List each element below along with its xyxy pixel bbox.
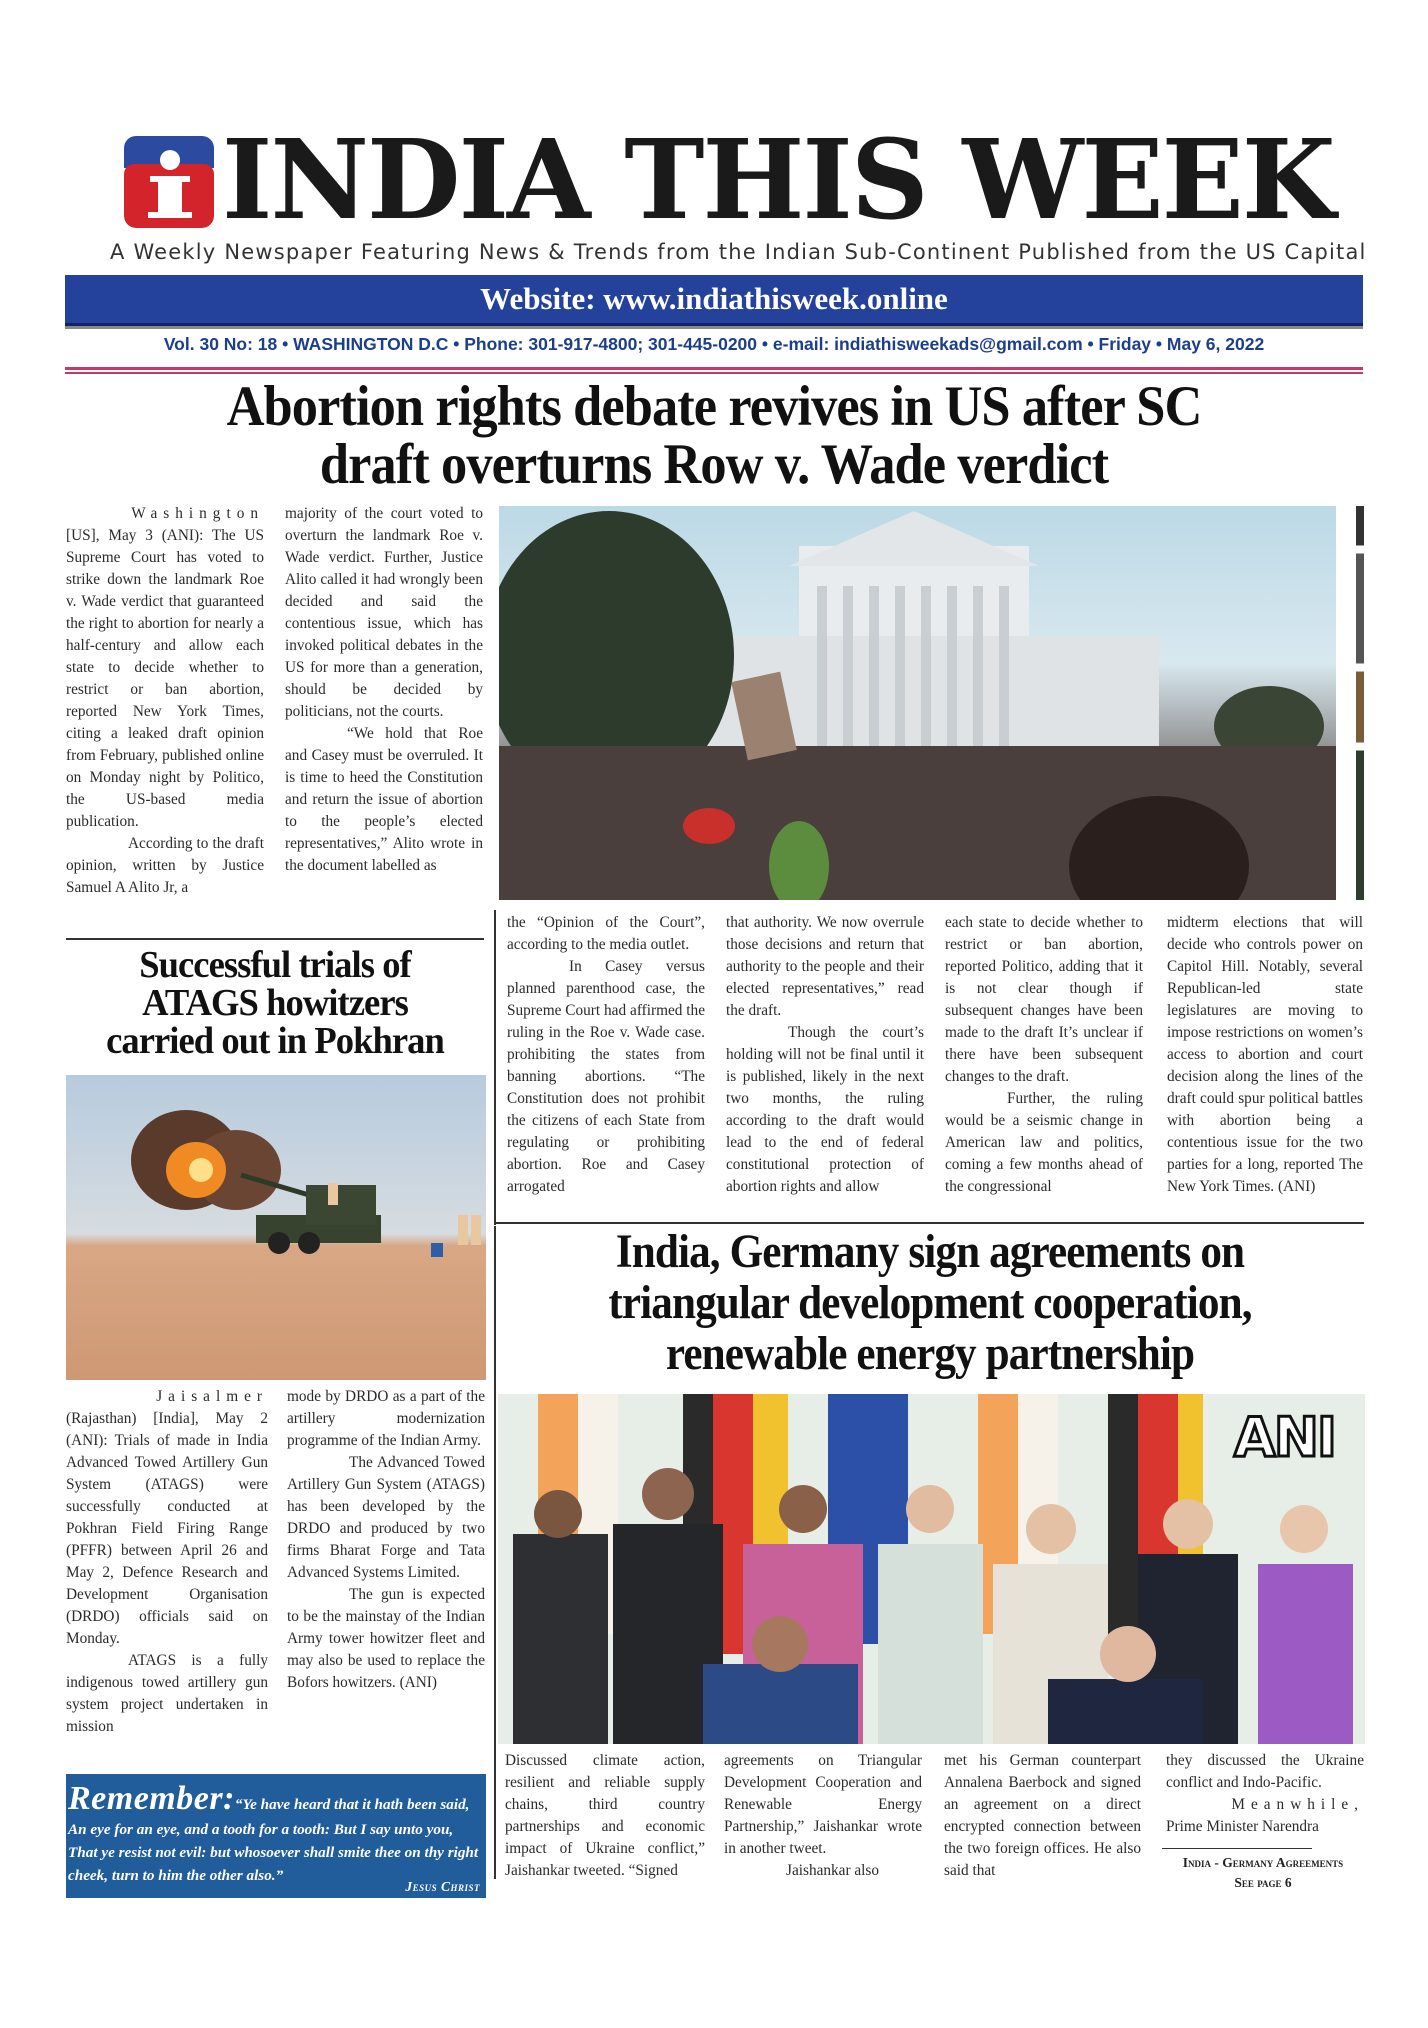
howitzer-firing-photo (66, 1075, 486, 1380)
article-column (505, 1750, 705, 1882)
ani-watermark: ANI (1233, 1406, 1335, 1469)
paragraph: agreements on Triangular Development Cooperation and Renewable Energy Partnership,” Jaishankar wrote in another tweet. (724, 1752, 922, 1857)
paragraph: Meanwhile, (1231, 1796, 1364, 1813)
paragraph: The gun is expected to be the mainstay of the Indian Army tower howitzer fleet and may also be used to replace the Bofors howitzers. (ANI) (287, 1586, 485, 1691)
article-column (944, 1750, 1141, 1882)
paragraph: Jaishankar also (786, 1862, 880, 1879)
headline-line: renewable energy partnership (665, 1327, 1195, 1380)
headline-line: carried out in Pokhran (106, 1020, 444, 1062)
headline-line: India, Germany sign agreements on (615, 1225, 1245, 1278)
paragraph: [US], May 3 (ANI): The US Supreme Court has voted to strike down the landmark Roe v. Wade verdict that guaranteed the right to abortion for nearly a half-century and allow each state to decide whether to restrict or ban abortion, reported New York Times, citing a leaked draft opinion from February, published online on Monday night by Politico, the US-based media publication. (66, 527, 264, 830)
paragraph: According to the draft opinion, written by Justice Samuel A Alito Jr, a (66, 835, 264, 896)
dateline: Washington (131, 505, 264, 522)
continued-jump-title[interactable]: India - Germany Agreements (1182, 1855, 1344, 1870)
india-germany-signing-photo (498, 1394, 1365, 1744)
paragraph: the “Opinion of the Court”, according to the media outlet. (507, 914, 705, 953)
article-column (724, 1750, 922, 1882)
paragraph: Prime Minister Narendra (1166, 1818, 1319, 1835)
remember-quote-box (66, 1774, 486, 1898)
article-column (1166, 1750, 1364, 1838)
headline-line: Successful trials of (139, 944, 411, 986)
paragraph: midterm elections that will decide who controls power on Capitol Hill. Notably, several Republican-led state legislatures are moving to impose restrictions on women’s access to abortion and court decision along the lines of the draft could spur political battles with abortion being a contentious issue for the two parties for a long, reported The New York Times. (ANI) (1167, 914, 1363, 1195)
paragraph: each state to decide whether to restrict or ban abortion, reported Politico, adding that it is not clear though if subsequent changes have been made to the draft It’s unclear if there have been subsequent changes to the draft. (945, 914, 1143, 1085)
supreme-court-protest-photo (499, 506, 1336, 900)
section-divider (494, 1222, 1364, 1224)
paragraph: met his German counterpart Annalena Baerbock and signed an agreement on a direct encrypted connection between the two foreign offices. He also said that (944, 1752, 1141, 1879)
dateline: Jaisalmer (156, 1388, 268, 1405)
quote-author: Jesus Christ (405, 1879, 480, 1894)
paragraph: they discussed the Ukraine conflict and Indo-Pacific. (1166, 1752, 1364, 1791)
masthead-tagline: A Weekly Newspaper Featuring News & Trends from the Indian Sub-Continent Published from the US Capital (110, 240, 1367, 264)
paragraph: Though the court’s holding will not be final until it is published, likely in the next two months, the ruling according to the draft would lead to the end of federal constitutional protection of abortion rights and allow (726, 1024, 924, 1195)
headline-line: triangular development cooperation, (608, 1276, 1252, 1329)
paragraph: Further, the ruling would be a seismic change in American law and politics, coming a few months ahead of the congressional (945, 1090, 1143, 1195)
germany-headline (540, 1226, 1319, 1379)
newspaper-logo-icon (124, 136, 214, 228)
issue-info-line: Vol. 30 No: 18 • WASHINGTON D.C • Phone: 301-917-4800; 301-445-0200 • e-mail: indiathisweekads@gmail.com • Friday • May 6, 2022 (163, 334, 1265, 354)
article-column (66, 503, 264, 899)
masthead-divider (65, 367, 1363, 370)
article-column (507, 912, 705, 1198)
headline-line: ATAGS howitzers (142, 982, 408, 1024)
remember-label: Remember: (68, 1780, 235, 1817)
main-headline (117, 375, 1311, 496)
continued-page-link[interactable]: See page 6 (1234, 1875, 1292, 1890)
article-column (285, 503, 483, 877)
article-column (726, 912, 924, 1198)
article-column (287, 1386, 485, 1694)
paragraph: (Rajasthan) [India], May 2 (ANI): Trials of made in India Advanced Towed Artillery Gun System (ATAGS) were successfully conducted at Pokhran Field Firing Range (PFFR) between April 26 and May 2, Defence Research and Development Organisation (DRDO) officials said on Monday. (66, 1410, 268, 1647)
paragraph: The Advanced Towed Artillery Gun System (ATAGS) has been developed by the DRDO and produced by two firms Bharat Forge and Tata Advanced Systems Limited. (287, 1454, 485, 1581)
article-column (66, 1386, 268, 1738)
adjacent-photo-strip (1356, 506, 1364, 900)
paragraph: majority of the court voted to overturn the landmark Roe v. Wade verdict. Further, Justice Alito called it had wrongly been decided and said the contentious issue, which has invoked political debates in the US for more than a generation, should be decided by politicians, not the courts. (285, 505, 483, 720)
headline-line: Abortion rights debate revives in US after SC (226, 375, 1202, 438)
column-divider (494, 1226, 496, 1879)
column-divider (494, 910, 496, 1225)
website-banner (65, 275, 1363, 326)
headline-line: draft overturns Row v. Wade verdict (319, 433, 1109, 496)
paragraph: “We hold that Roe and Casey must be overruled. It is time to heed the Constitution and return the issue of abortion to the people’s elected representatives,” Alito wrote in the document labelled as (285, 725, 483, 874)
paragraph: Discussed climate action, resilient and reliable supply chains, third country partnerships and economic impact of Ukraine conflict,” Jaishankar tweeted. “Signed (505, 1752, 705, 1879)
paragraph: mode by DRDO as a part of the artillery modernization programme of the Indian Army. (287, 1388, 485, 1449)
masthead-divider (65, 372, 1363, 374)
section-divider (66, 938, 484, 940)
masthead-title: INDIA THIS WEEK (222, 115, 1334, 244)
photo-illustration (499, 506, 1336, 900)
atags-headline (76, 946, 473, 1060)
article-column (945, 912, 1143, 1198)
article-column (1167, 912, 1363, 1198)
quote-text: “Ye have heard that it hath been said, An eye for an eye, and a tooth for a tooth: But I say unto you, That ye resist not evil: but whosoever shall smite thee on thy right cheek, turn to him the other also.” (68, 1796, 479, 1884)
paragraph: that authority. We now overrule those decisions and return that authority to the people and their elected representatives,” read the draft. (726, 914, 924, 1019)
website-link[interactable]: Website: www.indiathisweek.online (480, 281, 948, 316)
photo-illustration (66, 1075, 486, 1380)
paragraph: In Casey versus planned parenthood case, the Supreme Court had affirmed the ruling in the Roe v. Wade case. prohibiting the states from banning abortions. “The Constitution does not prohibit the citizens of each State from regulating or prohibiting abortion. Roe and Casey arrogated (507, 958, 705, 1195)
jump-divider (1162, 1848, 1312, 1849)
paragraph: ATAGS is a fully indigenous towed artillery gun system project undertaken in mission (66, 1652, 268, 1735)
